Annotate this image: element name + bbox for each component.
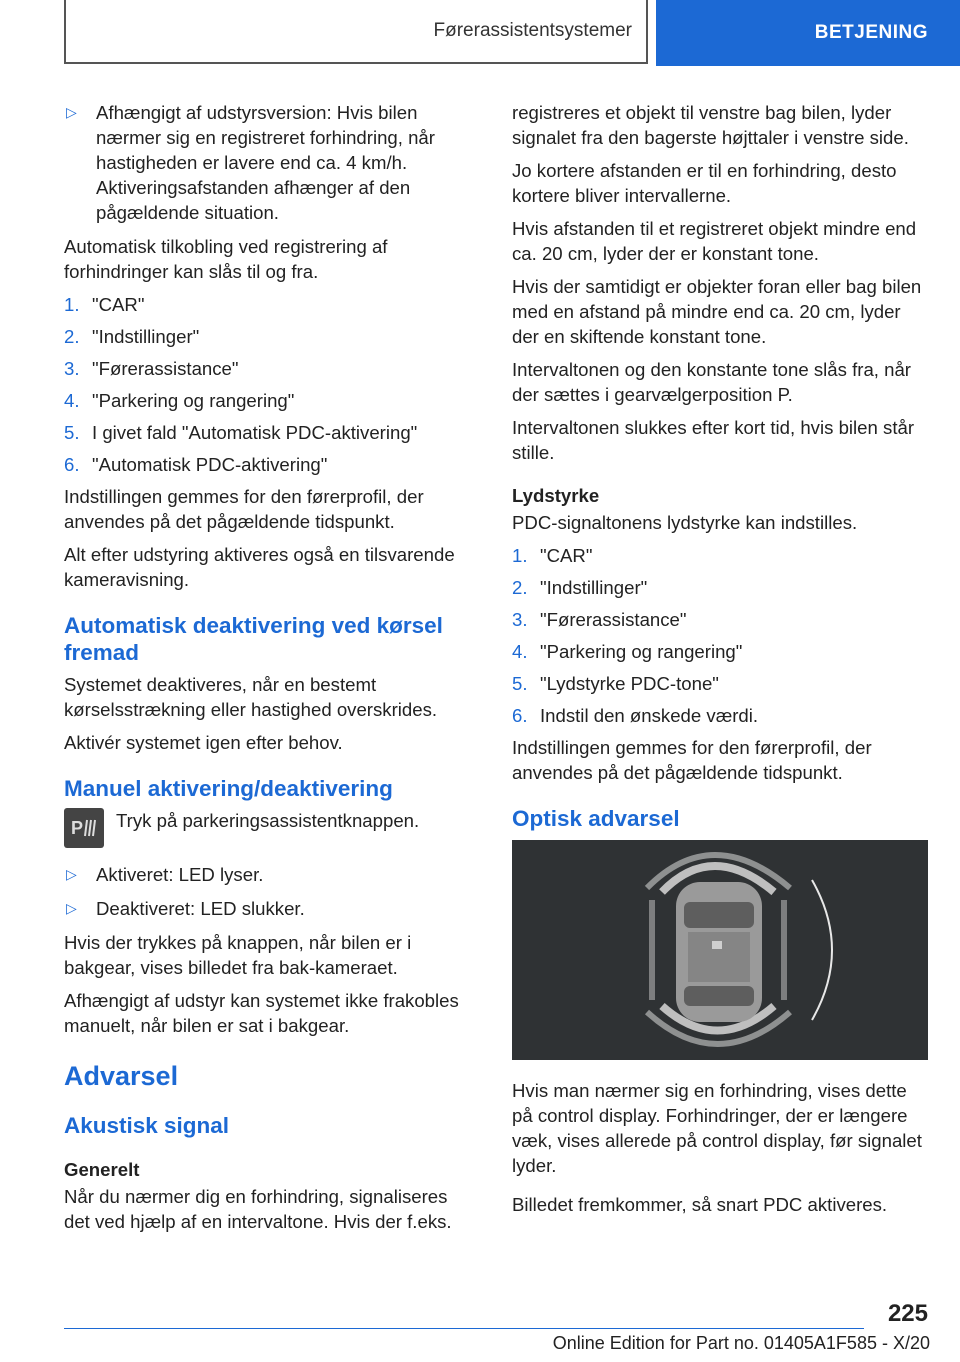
step-item [64,292,478,317]
paragraph: Hvis man nærmer sig en forhindring, vises dette på control display. Forhindringer, der er længere væk, vises allerede på control display, før signalet lyder. [512,1080,922,1176]
heading-volume: Lydstyrke [512,485,600,506]
paragraph: Indstillingen gemmes for den førerprofil, der anvendes på det pågældende tidspunkt. [64,486,424,532]
svg-text:P: P [71,818,84,838]
step-number: 1. [512,545,528,566]
paragraph: Billedet fremkommer, så snart PDC aktiveres. [512,1194,888,1215]
steps-list-left [64,292,478,477]
triangle-bullet-icon: ▷ [66,104,77,120]
paragraph: Systemet deaktiveres, når en bestemt kørselsstrækning eller hastighed overskrides. [64,674,438,720]
bullet-item [64,896,478,921]
paragraph: Intervaltonen og den konstante tone slås fra, når der sættes i gearvælgerposition P. [512,359,911,405]
bullet-text: Afhængigt af udstyrsversion: Hvis bilen nærmer sig en registreret forhindring, når hastigheden er lavere end ca. 4 km/h. Aktiveringsafstanden afhænger af den pågældende situation. [96,102,435,223]
step-text: "CAR" [540,545,593,566]
triangle-bullet-icon: ▷ [66,900,77,916]
step-item [512,671,928,696]
step-text: I givet fald "Automatisk PDC-aktivering" [92,422,418,443]
button-instruction-text: Tryk på parkeringsassistentknappen. [116,810,420,831]
bullet-text: Aktiveret: LED lyser. [96,864,264,885]
heading-warning: Advarsel [64,1061,179,1091]
step-item [64,452,478,477]
step-number: 5. [512,673,528,694]
step-text: "Automatisk PDC-aktivering" [92,454,328,475]
step-number: 4. [512,641,528,662]
step-text: "Parkering og rangering" [540,641,743,662]
left-column [64,100,478,1242]
paragraph: Intervaltonen slukkes efter kort tid, hvis bilen står stille. [512,417,915,463]
button-instruction [64,808,478,848]
step-text: "Førerassistance" [92,358,239,379]
chapter-title: BETJENING [814,22,928,43]
step-item [512,607,928,632]
step-number: 6. [64,454,80,475]
paragraph: Hvis der trykkes på knappen, når bilen er i bakgear, vises billedet fra bak-kameraet. [64,932,412,978]
step-text: Indstil den ønskede værdi. [540,705,759,726]
step-number: 1. [64,294,80,315]
paragraph: Indstillingen gemmes for den førerprofil, der anvendes på det pågældende tidspunkt. [512,737,872,783]
page-number: 225 [887,1300,928,1327]
paragraph: Aktivér systemet igen efter behov. [64,732,343,753]
paragraph: Når du nærmer dig en forhindring, signaliseres det ved hjælp af en intervaltone. Hvis der f.eks. [64,1186,452,1232]
step-number: 4. [64,390,80,411]
footer-divider [64,1328,864,1329]
header-section-title [64,0,648,64]
step-item [64,388,478,413]
chapter-tab [656,0,960,66]
pdc-display-image [512,840,928,1060]
paragraph: Jo kortere afstanden er til en forhindring, desto kortere bliver intervallerne. [512,160,897,206]
step-text: "Indstillinger" [540,577,648,598]
footer-edition: Online Edition for Part no. 01405A1F585 - X/20 [552,1333,930,1353]
step-item [64,324,478,349]
step-item [512,639,928,664]
step-text: "Førerassistance" [540,609,687,630]
steps-list-right [512,543,928,728]
step-number: 3. [512,609,528,630]
step-number: 2. [64,326,80,347]
step-item [512,575,928,600]
step-text: "Parkering og rangering" [92,390,295,411]
step-item [64,420,478,445]
step-item [512,703,928,728]
paragraph: PDC-signaltonens lydstyrke kan indstilles. [512,512,858,533]
step-number: 2. [512,577,528,598]
heading-optical-warning: Optisk advarsel [512,806,680,831]
paragraph: Afhængigt af udstyr kan systemet ikke frakobles manuelt, når bilen er sat i bakgear. [64,990,459,1036]
heading-acoustic-signal: Akustisk signal [64,1113,230,1138]
paragraph: Alt efter udstyring aktiveres også en tilsvarende kameravisning. [64,544,455,590]
paragraph: registreres et objekt til venstre bag bilen, lyder signalet fra den bagerste højttaler i venstre side. [512,102,909,148]
heading-general: Generelt [64,1159,140,1180]
step-number: 6. [512,705,528,726]
step-text: "CAR" [92,294,145,315]
step-text: "Indstillinger" [92,326,200,347]
parking-assist-icon [64,808,104,848]
paragraph: Automatisk tilkobling ved registrering af forhindringer kan slås til og fra. [64,236,388,282]
step-text: "Lydstyrke PDC-tone" [540,673,719,694]
paragraph: Hvis der samtidigt er objekter foran eller bag bilen med en afstand på mindre end ca. 20 cm, lyder der en skiftende konstant tone. [512,276,922,347]
step-item [64,356,478,381]
section-title: Førerassistentsystemer [433,20,632,41]
step-number: 3. [64,358,80,379]
heading-auto-deactivation: Automatisk deaktivering ved kørsel fremad [64,613,443,665]
bullet-item [64,100,478,225]
step-item [512,543,928,568]
paragraph: Hvis afstanden til et registreret objekt mindre end ca. 20 cm, lyder der er konstant tone. [512,218,917,264]
triangle-bullet-icon: ▷ [66,866,77,882]
bullet-text: Deaktiveret: LED slukker. [96,898,305,919]
right-column [512,100,928,1225]
heading-manual-activation: Manuel aktivering/deaktivering [64,776,393,801]
step-number: 5. [64,422,80,443]
bullet-item [64,862,478,887]
